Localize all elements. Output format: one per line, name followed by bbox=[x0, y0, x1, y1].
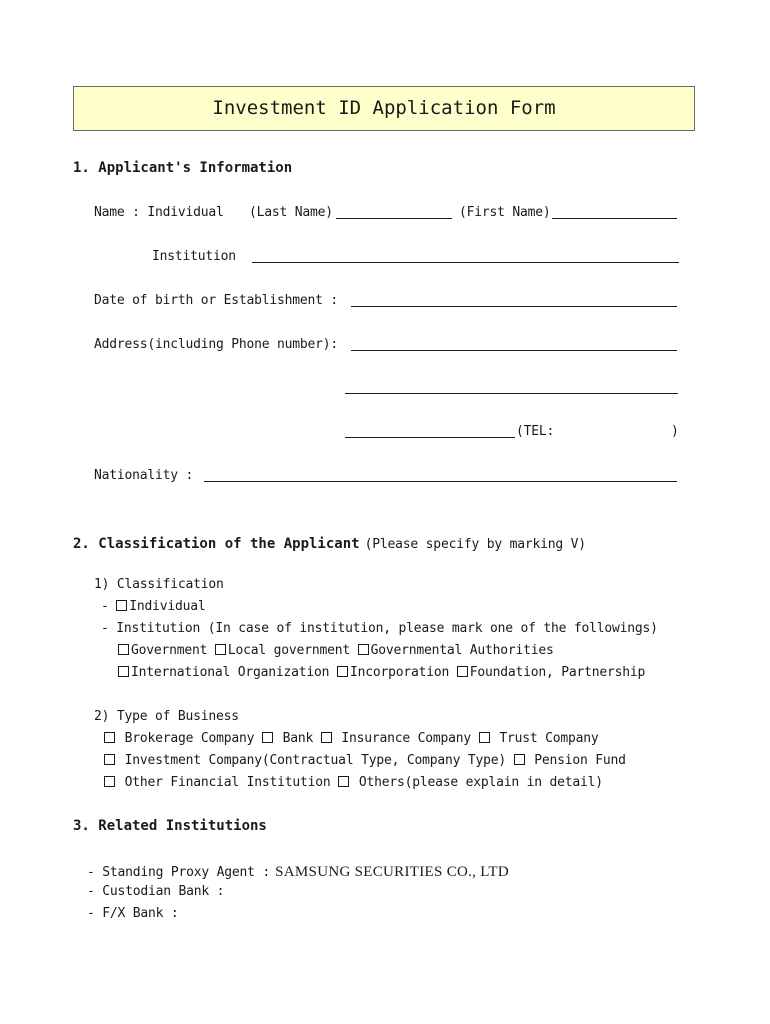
bank-label: Bank bbox=[282, 731, 314, 746]
tel-label: (TEL: bbox=[516, 424, 555, 439]
pension-fund-label: Pension Fund bbox=[534, 753, 626, 768]
proxy-agent-value: SAMSUNG SECURITIES CO., LTD bbox=[275, 864, 509, 880]
insurance-label: Insurance Company bbox=[341, 731, 472, 746]
business-row2 bbox=[104, 753, 626, 768]
individual-label: Individual bbox=[129, 599, 206, 614]
insurance-checkbox[interactable] bbox=[321, 732, 332, 743]
section3-heading: 3. Related Institutions bbox=[73, 818, 267, 834]
brokerage-label: Brokerage Company bbox=[124, 731, 255, 746]
address-field-line3[interactable] bbox=[345, 437, 515, 438]
governmental-authorities-checkbox[interactable] bbox=[358, 644, 369, 655]
dash: - bbox=[101, 621, 109, 636]
business-type-title: 2) Type of Business bbox=[94, 709, 239, 724]
institution-options-row1 bbox=[118, 643, 554, 658]
others-checkbox[interactable] bbox=[338, 776, 349, 787]
incorporation-label: Incorporation bbox=[349, 665, 450, 680]
local-government-checkbox[interactable] bbox=[215, 644, 226, 655]
first-name-label: (First Name) bbox=[459, 205, 551, 220]
tel-close-paren: ) bbox=[671, 424, 679, 439]
trust-checkbox[interactable] bbox=[479, 732, 490, 743]
nationality-label: Nationality : bbox=[94, 468, 194, 483]
dob-label: Date of birth or Establishment : bbox=[94, 293, 339, 308]
brokerage-checkbox[interactable] bbox=[104, 732, 115, 743]
incorporation-checkbox[interactable] bbox=[337, 666, 348, 677]
form-title-box bbox=[73, 86, 695, 131]
bank-checkbox[interactable] bbox=[262, 732, 273, 743]
form-title: Investment ID Application Form bbox=[212, 97, 556, 119]
custodian-bank-label: - Custodian Bank : bbox=[87, 884, 225, 899]
institution-options-row2 bbox=[118, 665, 645, 680]
institution-intro: Institution (In case of institution, please mark one of the followings) bbox=[116, 621, 658, 636]
section2-heading-row bbox=[73, 533, 586, 552]
nationality-field[interactable] bbox=[204, 481, 677, 482]
government-label: Government bbox=[131, 643, 208, 658]
foundation-partnership-label: Foundation, Partnership bbox=[469, 665, 646, 680]
local-government-label: Local government bbox=[227, 643, 350, 658]
dob-field[interactable] bbox=[351, 306, 677, 307]
section2-note: (Please specify by marking V) bbox=[364, 537, 586, 552]
business-row1 bbox=[104, 731, 598, 746]
last-name-field[interactable] bbox=[336, 218, 452, 219]
trust-label: Trust Company bbox=[499, 731, 599, 746]
last-name-label: (Last Name) bbox=[249, 205, 333, 220]
governmental-authorities-label: Governmental Authorities bbox=[370, 643, 554, 658]
pension-fund-checkbox[interactable] bbox=[514, 754, 525, 765]
proxy-agent-row bbox=[87, 861, 509, 881]
section2-heading: 2. Classification of the Applicant bbox=[73, 536, 360, 552]
address-field-line2[interactable] bbox=[345, 393, 678, 394]
foundation-partnership-checkbox[interactable] bbox=[457, 666, 468, 677]
business-row3 bbox=[104, 775, 603, 790]
section1-heading: 1. Applicant's Information bbox=[73, 160, 293, 176]
first-name-field[interactable] bbox=[552, 218, 677, 219]
classification-title: 1) Classification bbox=[94, 577, 224, 592]
individual-option bbox=[101, 599, 206, 614]
proxy-agent-label: - Standing Proxy Agent : bbox=[87, 865, 271, 880]
government-checkbox[interactable] bbox=[118, 644, 129, 655]
others-label: Others(please explain in detail) bbox=[358, 775, 603, 790]
international-organization-label: International Organization bbox=[131, 665, 330, 680]
address-label: Address(including Phone number): bbox=[94, 337, 339, 352]
investment-company-checkbox[interactable] bbox=[104, 754, 115, 765]
name-individual-label: Name : Individual bbox=[94, 205, 224, 220]
institution-intro-row bbox=[101, 621, 658, 636]
international-organization-checkbox[interactable] bbox=[118, 666, 129, 677]
dash: - bbox=[101, 599, 109, 614]
other-financial-label: Other Financial Institution bbox=[124, 775, 331, 790]
fx-bank-label: - F/X Bank : bbox=[87, 906, 179, 921]
individual-checkbox[interactable] bbox=[116, 600, 127, 611]
investment-company-label: Investment Company(Contractual Type, Company Type) bbox=[124, 753, 506, 768]
institution-name-field[interactable] bbox=[252, 262, 679, 263]
institution-label: Institution bbox=[152, 249, 236, 264]
address-field-line1[interactable] bbox=[351, 350, 677, 351]
other-financial-checkbox[interactable] bbox=[104, 776, 115, 787]
